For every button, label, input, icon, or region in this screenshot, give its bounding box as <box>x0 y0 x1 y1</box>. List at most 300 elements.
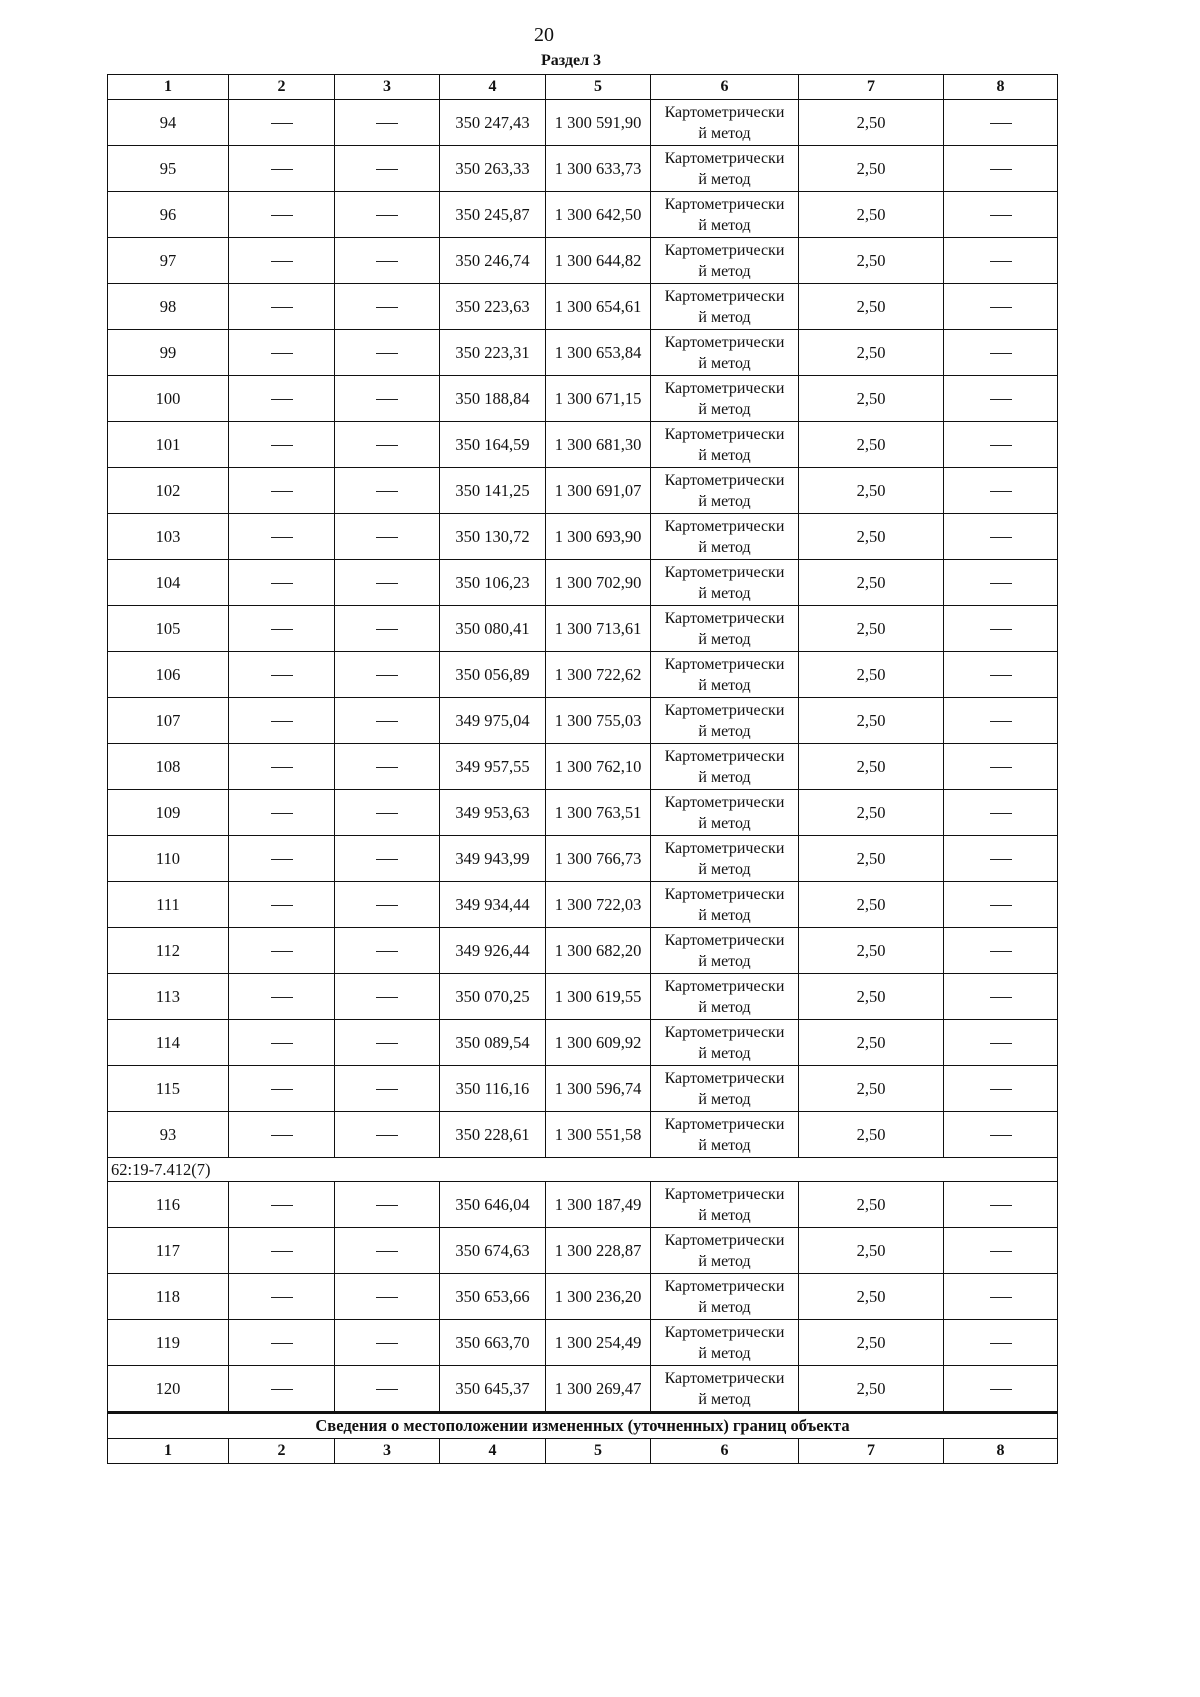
coordinate-y: 1 300 654,61 <box>546 284 651 330</box>
empty-value-dash <box>990 261 1012 262</box>
method-line-1: Картометрически <box>664 977 785 995</box>
method-line-1: Картометрически <box>664 793 785 811</box>
empty-value-dash <box>376 353 398 354</box>
method-line-1: Картометрически <box>664 1023 785 1041</box>
empty-value-dash <box>376 1251 398 1252</box>
method-cell <box>651 1182 799 1228</box>
accuracy-value: 2,50 <box>799 146 944 192</box>
col-8-cell <box>944 192 1058 238</box>
col-8-cell <box>944 468 1058 514</box>
coordinate-x: 350 070,25 <box>440 974 546 1020</box>
coordinate-y: 1 300 551,58 <box>546 1112 651 1158</box>
col-3-cell <box>335 560 440 606</box>
method-line-2: й метод <box>698 814 751 832</box>
empty-value-dash <box>271 1389 293 1390</box>
coordinate-y: 1 300 642,50 <box>546 192 651 238</box>
empty-value-dash <box>271 675 293 676</box>
col-3-cell <box>335 836 440 882</box>
method-line-1: Картометрически <box>664 563 785 581</box>
accuracy-value: 2,50 <box>799 744 944 790</box>
col-8-cell <box>944 1182 1058 1228</box>
method-line-2: й метод <box>698 1344 751 1362</box>
empty-value-dash <box>990 997 1012 998</box>
col-2-cell <box>229 560 335 606</box>
method-line-2: й метод <box>698 768 751 786</box>
coordinate-x: 350 089,54 <box>440 1020 546 1066</box>
method-cell <box>651 1228 799 1274</box>
empty-value-dash <box>271 1343 293 1344</box>
method-cell <box>651 560 799 606</box>
method-line-1: Картометрически <box>664 379 785 397</box>
method-line-2: й метод <box>698 906 751 924</box>
point-number: 103 <box>108 514 229 560</box>
col-8-cell <box>944 146 1058 192</box>
empty-value-dash <box>271 859 293 860</box>
coordinate-x: 350 116,16 <box>440 1066 546 1112</box>
method-cell <box>651 882 799 928</box>
col-3-cell <box>335 1366 440 1413</box>
table-footer <box>108 1413 1058 1464</box>
col-8-cell <box>944 238 1058 284</box>
col-8-cell <box>944 1066 1058 1112</box>
column-header: 3 <box>335 1439 440 1464</box>
col-8-cell <box>944 284 1058 330</box>
col-8-cell <box>944 1228 1058 1274</box>
method-line-1: Картометрически <box>664 195 785 213</box>
method-line-2: й метод <box>698 860 751 878</box>
method-cell <box>651 836 799 882</box>
point-number: 109 <box>108 790 229 836</box>
method-line-1: Картометрически <box>664 1369 785 1387</box>
method-cell <box>651 330 799 376</box>
coordinate-x: 350 188,84 <box>440 376 546 422</box>
accuracy-value: 2,50 <box>799 238 944 284</box>
empty-value-dash <box>271 215 293 216</box>
table-row <box>108 698 1058 744</box>
column-header: 6 <box>651 75 799 100</box>
coordinate-x: 350 674,63 <box>440 1228 546 1274</box>
point-number: 120 <box>108 1366 229 1413</box>
empty-value-dash <box>990 1389 1012 1390</box>
col-2-cell <box>229 1274 335 1320</box>
coordinate-x: 349 943,99 <box>440 836 546 882</box>
empty-value-dash <box>376 1389 398 1390</box>
coordinate-y: 1 300 591,90 <box>546 100 651 146</box>
method-line-1: Картометрически <box>664 885 785 903</box>
col-2-cell <box>229 1182 335 1228</box>
empty-value-dash <box>990 169 1012 170</box>
coordinate-x: 349 957,55 <box>440 744 546 790</box>
empty-value-dash <box>376 905 398 906</box>
point-number: 93 <box>108 1112 229 1158</box>
empty-value-dash <box>990 537 1012 538</box>
table-row <box>108 1112 1058 1158</box>
col-3-cell <box>335 1182 440 1228</box>
point-number: 116 <box>108 1182 229 1228</box>
method-cell <box>651 928 799 974</box>
empty-value-dash <box>376 537 398 538</box>
coordinate-x: 350 645,37 <box>440 1366 546 1413</box>
point-number: 104 <box>108 560 229 606</box>
col-8-cell <box>944 836 1058 882</box>
col-3-cell <box>335 238 440 284</box>
empty-value-dash <box>990 445 1012 446</box>
method-line-1: Картометрически <box>664 241 785 259</box>
col-3-cell <box>335 146 440 192</box>
empty-value-dash <box>376 491 398 492</box>
col-3-cell <box>335 468 440 514</box>
coordinate-x: 349 975,04 <box>440 698 546 744</box>
method-line-1: Картометрически <box>664 1231 785 1249</box>
empty-value-dash <box>271 1205 293 1206</box>
accuracy-value: 2,50 <box>799 1020 944 1066</box>
coordinate-x: 350 646,04 <box>440 1182 546 1228</box>
empty-value-dash <box>990 1343 1012 1344</box>
coordinate-x: 349 926,44 <box>440 928 546 974</box>
col-2-cell <box>229 422 335 468</box>
coordinate-x: 349 934,44 <box>440 882 546 928</box>
point-number: 97 <box>108 238 229 284</box>
empty-value-dash <box>271 1043 293 1044</box>
footer-column-header-row <box>108 1439 1058 1464</box>
empty-value-dash <box>376 675 398 676</box>
col-8-cell <box>944 376 1058 422</box>
col-8-cell <box>944 882 1058 928</box>
method-line-1: Картометрически <box>664 609 785 627</box>
coordinate-x: 350 245,87 <box>440 192 546 238</box>
col-8-cell <box>944 1112 1058 1158</box>
empty-value-dash <box>990 583 1012 584</box>
method-line-1: Картометрически <box>664 287 785 305</box>
col-8-cell <box>944 1020 1058 1066</box>
method-line-1: Картометрически <box>664 333 785 351</box>
coordinate-x: 350 130,72 <box>440 514 546 560</box>
method-cell <box>651 100 799 146</box>
empty-value-dash <box>990 721 1012 722</box>
method-line-1: Картометрически <box>664 1323 785 1341</box>
empty-value-dash <box>376 951 398 952</box>
empty-value-dash <box>376 445 398 446</box>
coordinate-y: 1 300 187,49 <box>546 1182 651 1228</box>
col-2-cell <box>229 1066 335 1112</box>
method-cell <box>651 192 799 238</box>
empty-value-dash <box>990 905 1012 906</box>
empty-value-dash <box>271 123 293 124</box>
empty-value-dash <box>376 169 398 170</box>
empty-value-dash <box>990 1205 1012 1206</box>
col-2-cell <box>229 1228 335 1274</box>
table-row <box>108 284 1058 330</box>
method-cell <box>651 974 799 1020</box>
accuracy-value: 2,50 <box>799 606 944 652</box>
coordinate-y: 1 300 722,03 <box>546 882 651 928</box>
table-row <box>108 1066 1058 1112</box>
accuracy-value: 2,50 <box>799 1320 944 1366</box>
method-line-1: Картометрически <box>664 103 785 121</box>
coordinate-y: 1 300 596,74 <box>546 1066 651 1112</box>
empty-value-dash <box>271 813 293 814</box>
coordinate-y: 1 300 254,49 <box>546 1320 651 1366</box>
col-3-cell <box>335 652 440 698</box>
empty-value-dash <box>990 1089 1012 1090</box>
column-header: 1 <box>108 75 229 100</box>
point-number: 114 <box>108 1020 229 1066</box>
method-cell <box>651 1366 799 1413</box>
column-header: 2 <box>229 75 335 100</box>
coordinates-table <box>107 74 1058 1464</box>
empty-value-dash <box>990 1135 1012 1136</box>
empty-value-dash <box>376 583 398 584</box>
empty-value-dash <box>990 215 1012 216</box>
coordinate-x: 350 223,63 <box>440 284 546 330</box>
coordinate-x: 350 141,25 <box>440 468 546 514</box>
method-cell <box>651 468 799 514</box>
column-header: 8 <box>944 75 1058 100</box>
col-3-cell <box>335 1066 440 1112</box>
empty-value-dash <box>990 859 1012 860</box>
col-2-cell <box>229 192 335 238</box>
method-line-2: й метод <box>698 1206 751 1224</box>
col-2-cell <box>229 698 335 744</box>
method-line-2: й метод <box>698 998 751 1016</box>
point-number: 95 <box>108 146 229 192</box>
coordinate-x: 350 246,74 <box>440 238 546 284</box>
accuracy-value: 2,50 <box>799 468 944 514</box>
col-3-cell <box>335 330 440 376</box>
empty-value-dash <box>990 813 1012 814</box>
table-row <box>108 928 1058 974</box>
accuracy-value: 2,50 <box>799 514 944 560</box>
column-header: 7 <box>799 1439 944 1464</box>
coordinate-x: 350 106,23 <box>440 560 546 606</box>
column-header: 3 <box>335 75 440 100</box>
coordinate-y: 1 300 755,03 <box>546 698 651 744</box>
col-3-cell <box>335 284 440 330</box>
method-line-2: й метод <box>698 1252 751 1270</box>
method-line-1: Картометрически <box>664 1069 785 1087</box>
empty-value-dash <box>271 399 293 400</box>
empty-value-dash <box>990 399 1012 400</box>
coordinate-x: 350 164,59 <box>440 422 546 468</box>
empty-value-dash <box>376 859 398 860</box>
method-cell <box>651 422 799 468</box>
point-number: 111 <box>108 882 229 928</box>
coordinate-y: 1 300 766,73 <box>546 836 651 882</box>
accuracy-value: 2,50 <box>799 100 944 146</box>
empty-value-dash <box>271 721 293 722</box>
coordinate-y: 1 300 269,47 <box>546 1366 651 1413</box>
accuracy-value: 2,50 <box>799 1366 944 1413</box>
empty-value-dash <box>271 353 293 354</box>
col-2-cell <box>229 652 335 698</box>
col-8-cell <box>944 606 1058 652</box>
method-line-2: й метод <box>698 400 751 418</box>
method-line-2: й метод <box>698 446 751 464</box>
point-number: 117 <box>108 1228 229 1274</box>
accuracy-value: 2,50 <box>799 192 944 238</box>
col-2-cell <box>229 1112 335 1158</box>
method-line-2: й метод <box>698 630 751 648</box>
method-cell <box>651 376 799 422</box>
empty-value-dash <box>271 1135 293 1136</box>
group-label: 62:19-7.412(7) <box>108 1158 1058 1182</box>
coordinate-y: 1 300 644,82 <box>546 238 651 284</box>
col-8-cell <box>944 330 1058 376</box>
table-row <box>108 882 1058 928</box>
accuracy-value: 2,50 <box>799 790 944 836</box>
col-8-cell <box>944 422 1058 468</box>
coordinate-x: 350 080,41 <box>440 606 546 652</box>
accuracy-value: 2,50 <box>799 698 944 744</box>
col-2-cell <box>229 1020 335 1066</box>
point-number: 102 <box>108 468 229 514</box>
coordinate-y: 1 300 722,62 <box>546 652 651 698</box>
accuracy-value: 2,50 <box>799 330 944 376</box>
method-cell <box>651 1066 799 1112</box>
group-label-row <box>108 1158 1058 1182</box>
accuracy-value: 2,50 <box>799 284 944 330</box>
empty-value-dash <box>376 1043 398 1044</box>
point-number: 94 <box>108 100 229 146</box>
column-header: 7 <box>799 75 944 100</box>
accuracy-value: 2,50 <box>799 882 944 928</box>
point-number: 112 <box>108 928 229 974</box>
coordinate-y: 1 300 713,61 <box>546 606 651 652</box>
empty-value-dash <box>990 123 1012 124</box>
col-2-cell <box>229 882 335 928</box>
column-header: 5 <box>546 1439 651 1464</box>
empty-value-dash <box>376 399 398 400</box>
footer-section-title: Сведения о местоположении измененных (уточненных) границ объекта <box>108 1413 1058 1439</box>
empty-value-dash <box>271 997 293 998</box>
column-header: 6 <box>651 1439 799 1464</box>
empty-value-dash <box>376 215 398 216</box>
column-header-row <box>108 75 1058 100</box>
col-2-cell <box>229 606 335 652</box>
empty-value-dash <box>376 307 398 308</box>
coordinate-y: 1 300 609,92 <box>546 1020 651 1066</box>
coordinate-x: 350 228,61 <box>440 1112 546 1158</box>
method-line-1: Картометрически <box>664 931 785 949</box>
col-8-cell <box>944 790 1058 836</box>
method-line-1: Картометрически <box>664 1185 785 1203</box>
table-row <box>108 974 1058 1020</box>
col-2-cell <box>229 974 335 1020</box>
table-row <box>108 514 1058 560</box>
coordinate-y: 1 300 762,10 <box>546 744 651 790</box>
accuracy-value: 2,50 <box>799 974 944 1020</box>
table-row <box>108 1020 1058 1066</box>
empty-value-dash <box>271 629 293 630</box>
table-row <box>108 790 1058 836</box>
table-row <box>108 468 1058 514</box>
col-3-cell <box>335 1320 440 1366</box>
empty-value-dash <box>990 1043 1012 1044</box>
empty-value-dash <box>990 767 1012 768</box>
coordinate-y: 1 300 619,55 <box>546 974 651 1020</box>
section-title: Раздел 3 <box>540 52 602 69</box>
col-3-cell <box>335 100 440 146</box>
empty-value-dash <box>376 767 398 768</box>
col-3-cell <box>335 744 440 790</box>
method-line-1: Картометрически <box>664 839 785 857</box>
coordinate-y: 1 300 653,84 <box>546 330 651 376</box>
method-line-1: Картометрически <box>664 1277 785 1295</box>
empty-value-dash <box>376 813 398 814</box>
point-number: 115 <box>108 1066 229 1112</box>
method-cell <box>651 790 799 836</box>
empty-value-dash <box>990 675 1012 676</box>
col-2-cell <box>229 790 335 836</box>
coordinate-y: 1 300 702,90 <box>546 560 651 606</box>
method-line-2: й метод <box>698 1298 751 1316</box>
method-line-1: Картометрически <box>664 655 785 673</box>
column-header: 2 <box>229 1439 335 1464</box>
method-line-1: Картометрически <box>664 701 785 719</box>
coordinate-y: 1 300 236,20 <box>546 1274 651 1320</box>
empty-value-dash <box>271 1297 293 1298</box>
empty-value-dash <box>271 169 293 170</box>
point-number: 98 <box>108 284 229 330</box>
empty-value-dash <box>990 1297 1012 1298</box>
table-row <box>108 652 1058 698</box>
col-3-cell <box>335 514 440 560</box>
col-8-cell <box>944 928 1058 974</box>
table-row <box>108 1366 1058 1413</box>
point-number: 100 <box>108 376 229 422</box>
coordinate-y: 1 300 633,73 <box>546 146 651 192</box>
page-number: 20 <box>534 24 554 46</box>
table-row <box>108 1320 1058 1366</box>
col-2-cell <box>229 1320 335 1366</box>
accuracy-value: 2,50 <box>799 1274 944 1320</box>
column-header: 4 <box>440 1439 546 1464</box>
empty-value-dash <box>990 307 1012 308</box>
empty-value-dash <box>271 1089 293 1090</box>
col-2-cell <box>229 330 335 376</box>
method-line-1: Картометрически <box>664 471 785 489</box>
col-8-cell <box>944 1274 1058 1320</box>
col-3-cell <box>335 1020 440 1066</box>
method-line-2: й метод <box>698 262 751 280</box>
empty-value-dash <box>990 629 1012 630</box>
method-line-2: й метод <box>698 216 751 234</box>
col-2-cell <box>229 376 335 422</box>
table-row <box>108 836 1058 882</box>
coordinate-y: 1 300 681,30 <box>546 422 651 468</box>
method-line-2: й метод <box>698 1090 751 1108</box>
method-line-1: Картометрически <box>664 747 785 765</box>
table-row <box>108 1182 1058 1228</box>
empty-value-dash <box>376 123 398 124</box>
col-3-cell <box>335 422 440 468</box>
empty-value-dash <box>271 583 293 584</box>
point-number: 99 <box>108 330 229 376</box>
method-line-2: й метод <box>698 308 751 326</box>
point-number: 110 <box>108 836 229 882</box>
method-line-2: й метод <box>698 538 751 556</box>
col-2-cell <box>229 284 335 330</box>
table-row <box>108 330 1058 376</box>
method-line-2: й метод <box>698 584 751 602</box>
method-line-1: Картометрически <box>664 517 785 535</box>
column-header: 8 <box>944 1439 1058 1464</box>
coordinate-y: 1 300 228,87 <box>546 1228 651 1274</box>
point-number: 107 <box>108 698 229 744</box>
col-3-cell <box>335 1112 440 1158</box>
col-8-cell <box>944 514 1058 560</box>
method-cell <box>651 744 799 790</box>
